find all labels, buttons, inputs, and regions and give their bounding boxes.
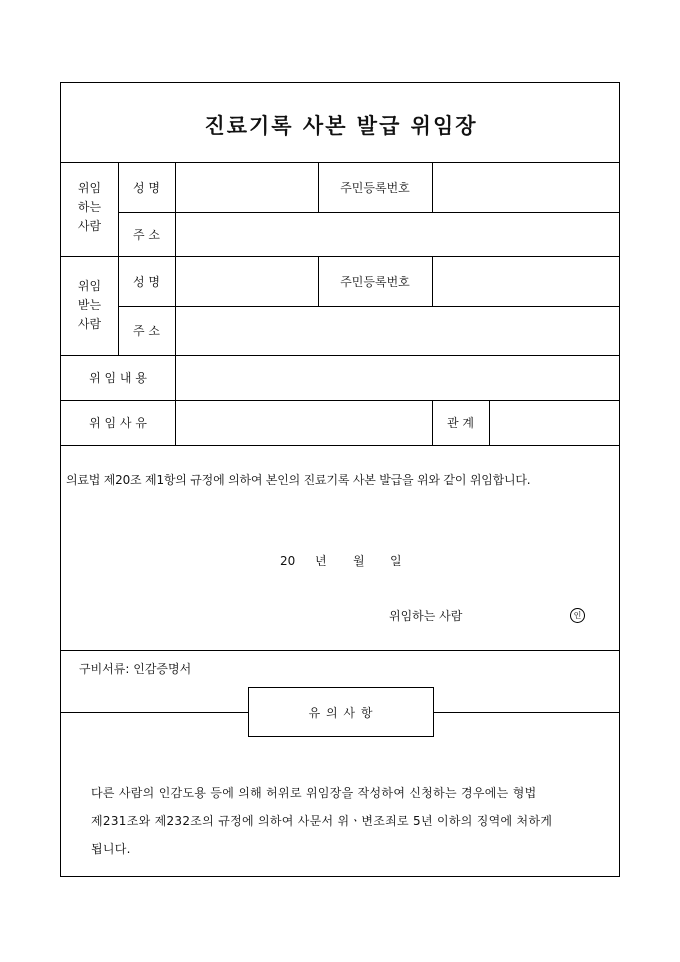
delegatee-address-field[interactable]	[175, 306, 619, 355]
delegatee-name-field[interactable]	[175, 256, 318, 306]
notice-line: 제231조와 제232조의 규정에 의하여 사문서 위ㆍ변조죄로 5년 이하의 징역에 처하게	[91, 814, 553, 828]
delegator-id-label: 주민등록번호	[340, 180, 410, 195]
relation-label: 관 계	[447, 416, 474, 430]
delegator-id-field[interactable]	[432, 162, 619, 212]
notice-title-box: 유 의 사 항	[248, 687, 434, 737]
divider	[61, 445, 619, 446]
delegation-content-field[interactable]	[175, 355, 619, 400]
delegatee-id-label: 주민등록번호	[340, 274, 410, 289]
required-documents: 구비서류: 인감증명서	[79, 662, 192, 676]
notice-line: 됩니다.	[91, 842, 131, 856]
delegator-label	[61, 179, 118, 236]
delegator-label-line: 사람	[77, 219, 102, 233]
delegation-reason-field[interactable]	[175, 400, 432, 445]
delegator-name-field[interactable]	[175, 162, 318, 212]
divider	[61, 650, 619, 651]
delegatee-label-line: 사람	[77, 317, 102, 331]
delegatee-name-label: 성 명	[133, 274, 160, 289]
relation-field[interactable]	[489, 400, 619, 445]
delegatee-label-line: 위임	[77, 279, 102, 293]
delegatee-label	[61, 277, 118, 334]
delegator-address-label: 주 소	[133, 227, 160, 242]
delegatee-label-line: 받는	[77, 298, 102, 312]
delegator-name-label: 성 명	[133, 180, 160, 195]
delegator-label-line: 위임	[77, 181, 102, 195]
signer-label: 위임하는 사람	[389, 609, 463, 623]
delegator-label-line: 하는	[77, 200, 102, 214]
date-month-unit: 월	[353, 554, 365, 568]
notice-line: 다른 사람의 인감도용 등에 의해 허위로 위임장을 작성하여 신청하는 경우에는 형법	[91, 786, 537, 800]
delegatee-address-label: 주 소	[133, 324, 160, 338]
delegation-statement: 의료법 제20조 제1항의 규정에 의하여 본인의 진료기록 사본 발급을 위와 같이 위임합니다.	[66, 473, 531, 487]
date-year-unit: 년	[315, 554, 327, 568]
form-title: 진료기록 사본 발급 위임장	[204, 113, 478, 138]
form-frame	[60, 82, 620, 877]
date-day-unit: 일	[390, 554, 402, 568]
delegator-address-field[interactable]	[175, 212, 619, 256]
seal-mark: 인	[570, 608, 585, 623]
delegatee-id-field[interactable]	[432, 256, 619, 306]
delegation-content-label: 위 임 내 용	[89, 371, 147, 385]
delegation-reason-label: 위 임 사 유	[89, 416, 147, 430]
date-year: 20	[280, 554, 296, 568]
